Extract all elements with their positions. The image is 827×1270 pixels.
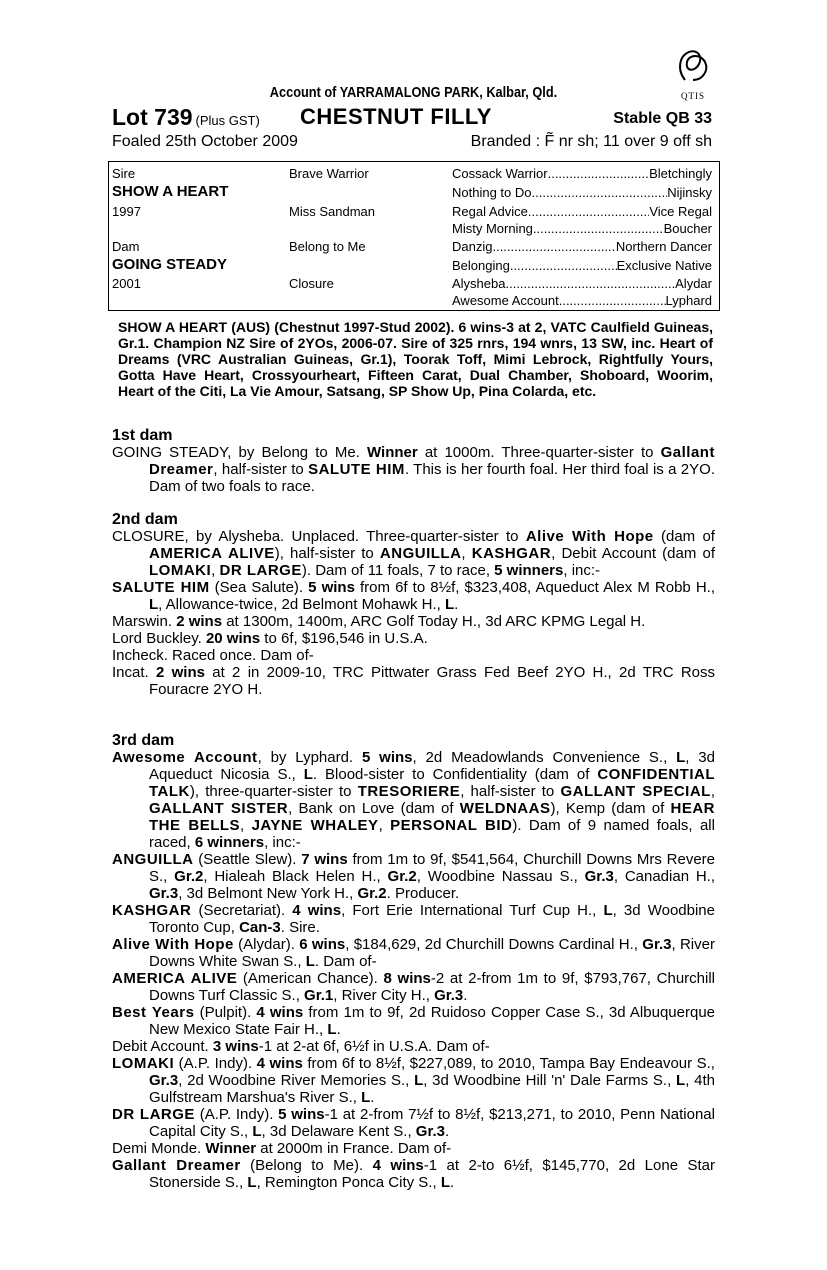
ggp-row: Awesome Account ..... Lyphard <box>452 292 712 310</box>
progeny-entry: KASHGAR (Secretariat). 4 wins, Fort Erie International Turf Cup H., L, 3d Woodbine Toronto Cup, Can-3. Sire. <box>112 902 715 936</box>
progeny-entry: Gallant Dreamer (Belong to Me). 4 wins-1 at 2-to 6½f, $145,770, 2d Lone Star Stonerside S., L, Remington Ponca City S., L. <box>112 1157 715 1191</box>
sire-label: Sire <box>112 166 136 181</box>
sire-name: SHOW A HEART <box>112 183 229 200</box>
sire-summary: SHOW A HEART (AUS) (Chestnut 1997-Stud 2002). 6 wins-3 at 2, VATC Caulfield Guineas, Gr.1. Champion NZ Sire of 2YOs, 2006-07. Sire of 325 rnrs, 194 wnrs, 13 SW, inc. Heart of Dreams (VRC Australian Guineas, Gr.1), Toorak Toff, Mimi Lebrock, Rightfully Yours, Gotta Have Heart, Crossyourheart, Fifteen Carat, Dual Chamber, Shoboard, Woorim, Heart of the Citi, La Vie Amour, Satsang, SP Show Up, Pina Colarda, etc. <box>118 319 713 399</box>
ggp-row: Misty Morning ..... Boucher <box>452 220 712 238</box>
dam-paragraph: Awesome Account, by Lyphard. 5 wins, 2d Meadowlands Convenience S., L, 3d Aqueduct Nicosia S., L. Blood-sister to Confidentiality (dam of CONFIDENTIAL TALK), three-quarter-sister to TRESORIERE, half-sister to GALLANT SPECIAL, GALLANT SISTER, Bank on Love (dam of WELDNAAS), Kemp (dam of HEAR THE BELLS, JAYNE WHALEY, PERSONAL BID). Dam of 9 named foals, all raced, 6 winners, inc:- <box>112 749 715 851</box>
progeny-entry: Lord Buckley. 20 wins to 6f, $196,546 in U.S.A. <box>112 630 428 647</box>
dam-paragraph: CLOSURE, by Alysheba. Unplaced. Three-quarter-sister to Alive With Hope (dam of AMERICA ALIVE), half-sister to ANGUILLA, KASHGAR, Debit Account (dam of LOMAKI, DR LARGE). Dam of 11 foals, 7 to race, 5 winners, inc:- <box>112 528 715 579</box>
lot-number: Lot 739 <box>112 104 193 130</box>
progeny-entry: Incheck. Raced once. Dam of- <box>112 647 314 664</box>
logo-text: QTIS <box>681 91 705 101</box>
progeny-entry: Marswin. 2 wins at 1300m, 1400m, ARC Golf Today H., 3d ARC KPMG Legal H. <box>112 613 646 630</box>
first-dam-section <box>112 427 715 495</box>
ggp-row: Nothing to Do ..... Nijinsky <box>452 184 712 202</box>
progeny-entry: SALUTE HIM (Sea Salute). 5 wins from 6f to 8½f, $323,408, Aqueduct Alex M Robb H., L, Allowance-twice, 2d Belmont Mohawk H., L. <box>112 579 716 613</box>
stable-number: Stable QB 33 <box>613 110 712 127</box>
progeny-entry: LOMAKI (A.P. Indy). 4 wins from 6f to 8½f, $227,089, to 2010, Tampa Bay Endeavour S., Gr.3, 2d Woodbine River Memories S., L, 3d Woodbine Hill 'n' Dale Farms S., L, 4th Gulfstream Marshua's River S., L. <box>112 1055 715 1106</box>
second-dam-section <box>112 511 715 698</box>
grandsire-dam: Belong to Me <box>289 239 366 254</box>
progeny-entry: Demi Monde. Winner at 2000m in France. Dam of- <box>112 1140 452 1157</box>
foaled-date: Foaled 25th October 2009 <box>112 133 298 150</box>
granddam-dam: Closure <box>289 276 334 291</box>
pedigree-box <box>108 161 720 311</box>
progeny-entry: Best Years (Pulpit). 4 wins from 1m to 9f, 2d Ruidoso Copper Case S., 3d Albuquerque New Mexico State Fair H., L. <box>112 1004 716 1038</box>
grandsire-sire: Brave Warrior <box>289 166 369 181</box>
dam-name: GOING STEADY <box>112 256 228 273</box>
progeny-entry: ANGUILLA (Seattle Slew). 7 wins from 1m to 9f, $541,564, Churchill Downs Mrs Revere S., Gr.2, Hialeah Black Helen H., Gr.2, Woodbine Nassau S., Gr.3, Canadian H., Gr.3, 3d Belmont New York H., Gr.2. Producer. <box>112 851 716 902</box>
vendor-account: Account of YARRAMALONG PARK, Kalbar, Qld. <box>269 84 558 101</box>
progeny-entry: AMERICA ALIVE (American Chance). 8 wins-2 at 2-from 1m to 9f, $793,767, Churchill Downs Turf Classic S., Gr.1, River City H., Gr.3. <box>112 970 715 1004</box>
section-heading: 2nd dam <box>112 511 178 528</box>
dam-paragraph: GOING STEADY, by Belong to Me. Winner at 1000m. Three-quarter-sister to Gallant Dreamer, half-sister to SALUTE HIM. This is her fourth foal. Her third foal is a 2YO. Dam of two foals to race. <box>112 444 715 495</box>
dam-year: 2001 <box>112 276 141 291</box>
ggp-row: Alysheba ..... Alydar <box>452 275 712 293</box>
section-heading: 1st dam <box>112 427 173 444</box>
ggp-row: Cossack Warrior ..... Bletchingly <box>452 165 712 183</box>
progeny-entry: Debit Account. 3 wins-1 at 2-at 6f, 6½f in U.S.A. Dam of- <box>112 1038 490 1055</box>
lot-line <box>112 104 712 131</box>
progeny-entry: Alive With Hope (Alydar). 6 wins, $184,629, 2d Churchill Downs Cardinal H., Gr.3, River Downs White Swan S., L. Dam of- <box>112 936 715 970</box>
third-dam-section <box>112 732 715 1191</box>
horse-description: CHESTNUT FILLY <box>300 104 492 129</box>
ggp-row: Regal Advice ..... Vice Regal <box>452 203 712 221</box>
dam-label: Dam <box>112 239 140 254</box>
progeny-entry: DR LARGE (A.P. Indy). 5 wins-1 at 2-from 7½f to 8½f, $213,271, to 2010, Penn National Capital City S., L, 3d Delaware Kent S., Gr.3. <box>112 1106 715 1140</box>
ggp-row: Belonging ..... Exclusive Native <box>452 257 712 275</box>
brand-info: Branded : F̃ nr sh; 11 over 9 off sh <box>470 133 712 150</box>
qtis-emblem-icon <box>673 46 713 86</box>
progeny-entry: Incat. 2 wins at 2 in 2009-10, TRC Pittwater Grass Fed Beef 2YO H., 2d TRC Ross Fouracre 2YO H. <box>112 664 715 698</box>
granddam-sire: Miss Sandman <box>289 204 375 219</box>
ggp-row: Danzig ..... Northern Dancer <box>452 238 712 256</box>
sire-year: 1997 <box>112 204 141 219</box>
plus-gst: (Plus GST) <box>195 113 260 128</box>
section-heading: 3rd dam <box>112 732 175 749</box>
